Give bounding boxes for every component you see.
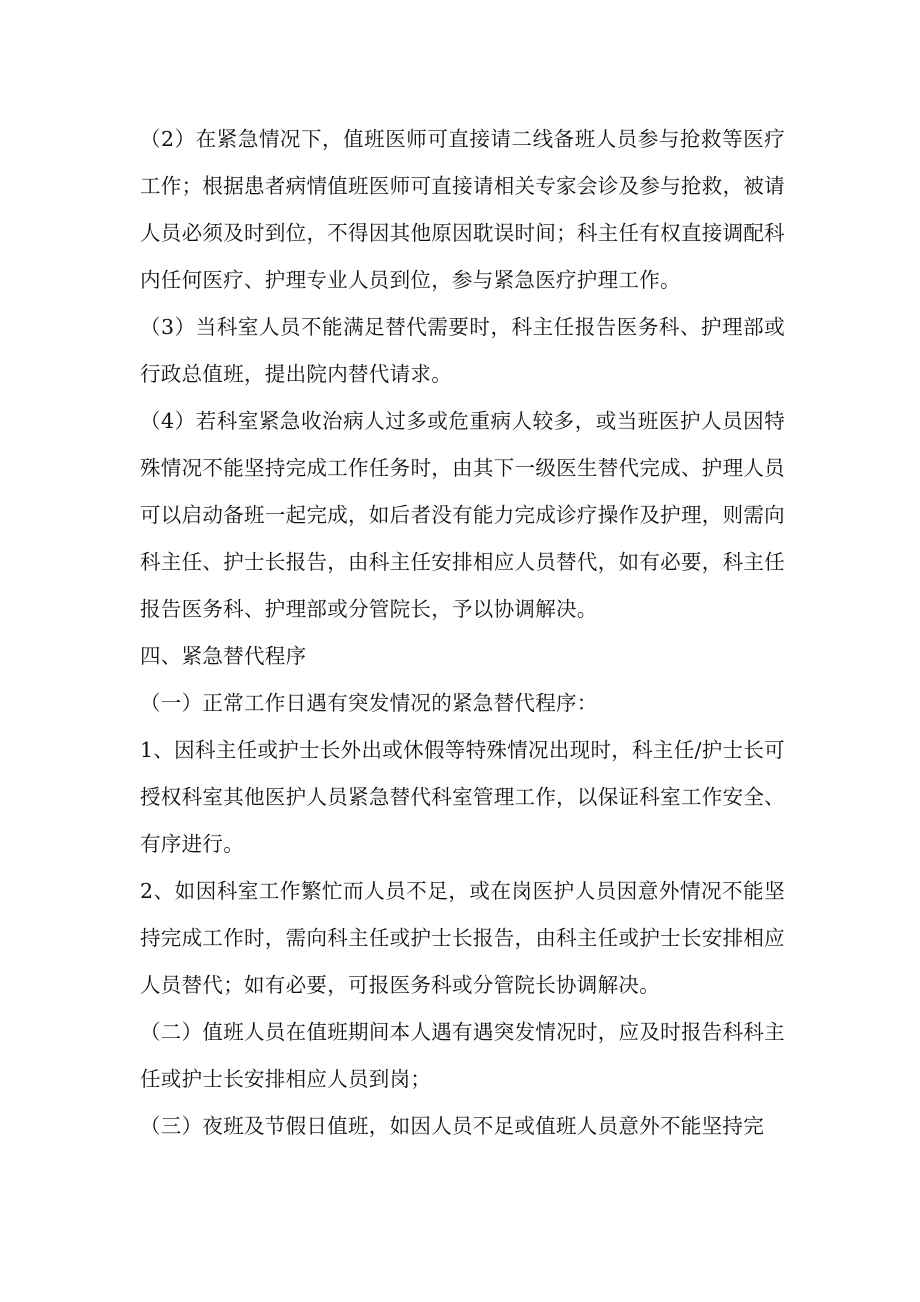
paragraph-on-duty: （二）值班人员在值班期间本人遇有遇突发情况时，应及时报告科科主任或护士长安排相应人员到岗；: [140, 1020, 785, 1091]
paragraph-insufficient-staff: （3）当科室人员不能满足替代需要时，科主任报告医务科、护理部或行政总值班，提出院内替代请求。: [140, 315, 785, 386]
paragraph-overload: （4）若科室紧急收治病人过多或危重病人较多，或当班医护人员因特殊情况不能坚持完成工作任务时，由其下一级医生替代完成、护理人员可以启动备班一起完成，如后者没有能力完成诊疗操作及护理，则需向科主任、护士长报告，由科主任安排相应人员替代，如有必要，科主任报告医务科、护理部或分管院长，予以协调解决。: [140, 409, 785, 621]
paragraph-item-2: 2、如因科室工作繁忙而人员不足，或在岗医护人员因意外情况不能坚持完成工作时，需向科主任或护士长报告，由科主任或护士长安排相应人员替代；如有必要，可报医务科或分管院长协调解决。: [140, 879, 785, 997]
subsection-heading-workday: （一）正常工作日遇有突发情况的紧急替代程序：: [140, 691, 598, 715]
document-body: [140, 116, 785, 1150]
section-heading-emergency-procedure: 四、紧急替代程序: [140, 644, 307, 668]
paragraph-item-1: 1、因科主任或护士长外出或休假等特殊情况出现时，科主任/护士长可授权科室其他医护人员紧急替代科室管理工作，以保证科室工作安全、有序进行。: [140, 738, 785, 856]
paragraph-emergency-call: （2）在紧急情况下，值班医师可直接请二线备班人员参与抢救等医疗工作；根据患者病情值班医师可直接请相关专家会诊及参与抢救，被请人员必须及时到位，不得因其他原因耽误时间；科主任有权直接调配科内任何医疗、护理专业人员到位，参与紧急医疗护理工作。: [140, 127, 785, 292]
paragraph-night-holiday: （三）夜班及节假日值班，如因人员不足或值班人员意外不能坚持完: [140, 1114, 764, 1138]
